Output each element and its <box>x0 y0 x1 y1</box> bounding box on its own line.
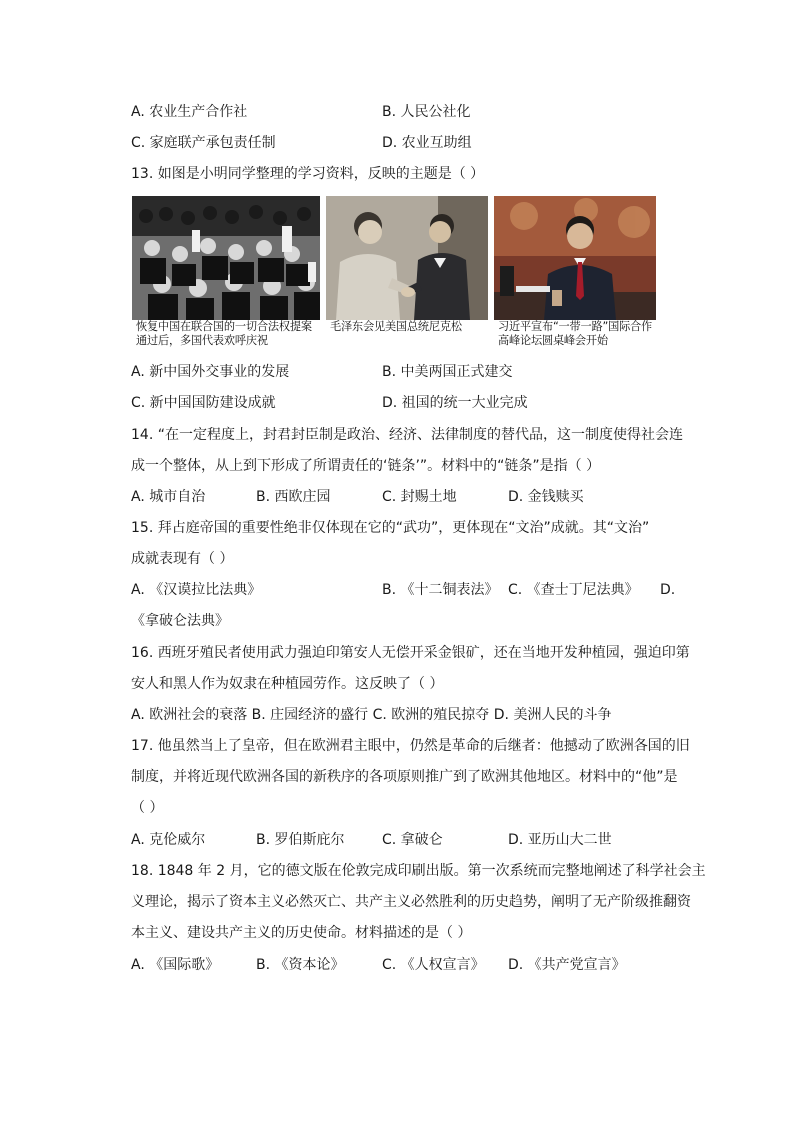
q14-option-a: A. 城市自治 <box>131 489 206 505</box>
q17-stem-line1: 17. 他虽然当上了皇帝，但在欧洲君主眼中，仍然是革命的后继者：他撼动了欧洲各国的旧 <box>131 738 690 754</box>
q13-option-d: D. 祖国的统一大业完成 <box>382 395 528 411</box>
q12-option-d: D. 农业互助组 <box>382 135 472 151</box>
q15-stem-line2: 成就表现有（ ） <box>131 551 234 567</box>
summit-image <box>494 196 656 320</box>
q18-stem-line2: 义理论，揭示了资本主义必然灭亡、共产主义必然胜利的历史趋势，阐明了无产阶级推翻资 <box>131 894 691 910</box>
photo-un-assembly-caption: 恢复中国在联合国的一切合法权提案通过后，多国代表欢呼庆祝 <box>136 320 312 347</box>
q15-option-d: D. <box>660 582 676 598</box>
un-assembly-image <box>132 196 320 320</box>
q13-option-c: C. 新中国国防建设成就 <box>131 395 276 411</box>
q14-option-c: C. 封赐土地 <box>382 489 457 505</box>
q12-option-c: C. 家庭联产承包责任制 <box>131 135 276 151</box>
q14-option-d: D. 金钱赎买 <box>508 489 584 505</box>
q15-stem-line1: 15. 拜占庭帝国的重要性绝非仅体现在它的“武功”，更体现在“文治”成就。其“文治” <box>131 520 650 536</box>
q16-stem-line1: 16. 西班牙殖民者使用武力强迫印第安人无偿开采金银矿，还在当地开发种植园，强迫印第 <box>131 645 690 661</box>
q15-option-c: C. 《查士丁尼法典》 <box>508 582 639 598</box>
q18-stem-line1: 18. 1848 年 2 月，它的德文版在伦敦完成印刷出版。第一次系统而完整地阐述了科学社会主 <box>131 863 706 879</box>
q12-option-b: B. 人民公社化 <box>382 104 471 120</box>
q18-option-a: A. 《国际歌》 <box>131 957 220 973</box>
q17-option-b: B. 罗伯斯庇尔 <box>256 832 345 848</box>
q18-stem-line3: 本主义、建设共产主义的历史使命。材料描述的是（ ） <box>131 925 472 941</box>
q17-option-a: A. 克伦威尔 <box>131 832 206 848</box>
photo-un-assembly <box>132 196 320 352</box>
q12-option-a: A. 农业生产合作社 <box>131 104 248 120</box>
q18-option-b: B. 《资本论》 <box>256 957 345 973</box>
q17-option-c: C. 拿破仑 <box>382 832 443 848</box>
q17-stem-line2: 制度，并将近现代欧洲各国的新秩序的各项原则推广到了欧洲其他地区。材料中的“他”是 <box>131 769 678 785</box>
q14-stem-line2: 成一个整体，从上到下形成了所谓责任的‘链条’”。材料中的“链条”是指（ ） <box>131 458 601 474</box>
q15-option-a: A. 《汉谟拉比法典》 <box>131 582 262 598</box>
photo-handshake-caption: 毛泽东会见美国总统尼克松 <box>330 320 462 333</box>
photo-handshake <box>326 196 488 352</box>
q18-option-d: D. 《共产党宣言》 <box>508 957 626 973</box>
q15-option-d-text: 《拿破仑法典》 <box>131 613 229 629</box>
handshake-image <box>326 196 488 320</box>
q16-stem-line2: 安人和黑人作为奴隶在种植园劳作。这反映了（ ） <box>131 676 444 692</box>
q13-photo-strip <box>132 196 656 352</box>
q13-stem: 13. 如图是小明同学整理的学习资料，反映的主题是（ ） <box>131 166 485 182</box>
q17-option-d: D. 亚历山大二世 <box>508 832 612 848</box>
q17-stem-line3: （ ） <box>131 800 164 816</box>
q14-option-b: B. 西欧庄园 <box>256 489 331 505</box>
q16-options: A. 欧洲社会的衰落 B. 庄园经济的盛行 C. 欧洲的殖民掠夺 D. 美洲人民的斗争 <box>131 707 612 723</box>
q15-option-b: B. 《十二铜表法》 <box>382 582 499 598</box>
q13-option-b: B. 中美两国正式建交 <box>382 364 513 380</box>
q18-option-c: C. 《人权宣言》 <box>382 957 485 973</box>
q14-stem-line1: 14. “在一定程度上，封君封臣制是政治、经济、法律制度的替代品，这一制度使得社会连 <box>131 427 683 443</box>
photo-belt-road-summit-caption: 习近平宣布“一带一路”国际合作高峰论坛圆桌峰会开始 <box>498 320 653 347</box>
photo-belt-road-summit <box>494 196 656 352</box>
q13-option-a: A. 新中国外交事业的发展 <box>131 364 290 380</box>
